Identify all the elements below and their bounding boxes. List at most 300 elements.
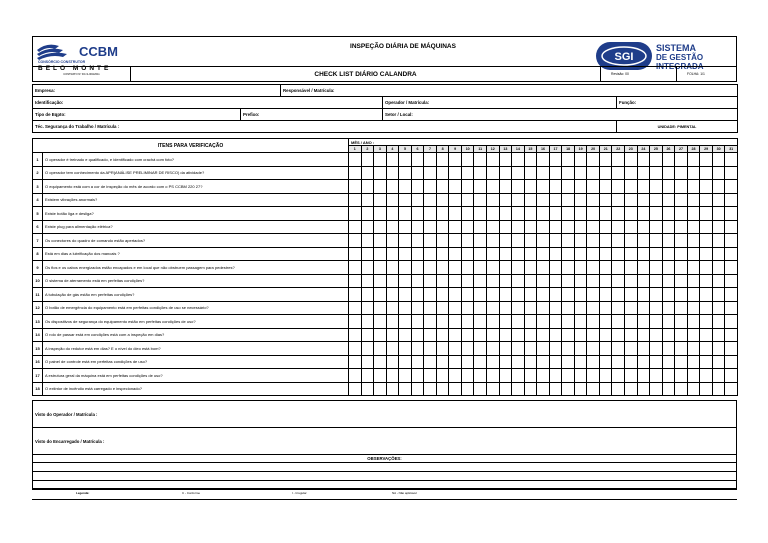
check-cell[interactable] [625,288,638,302]
check-cell[interactable] [411,288,424,302]
check-cell[interactable] [524,301,537,315]
check-cell[interactable] [411,180,424,194]
check-cell[interactable] [712,180,725,194]
check-cell[interactable] [499,220,512,234]
check-cell[interactable] [599,301,612,315]
check-cell[interactable] [687,180,700,194]
check-cell[interactable] [562,207,575,221]
check-cell[interactable] [474,193,487,207]
check-cell[interactable] [461,301,474,315]
check-cell[interactable] [399,328,412,342]
check-cell[interactable] [537,342,550,356]
check-cell[interactable] [662,234,675,248]
check-cell[interactable] [562,274,575,288]
check-cell[interactable] [474,355,487,369]
check-cell[interactable] [411,301,424,315]
check-cell[interactable] [587,315,600,329]
check-cell[interactable] [712,261,725,275]
check-cell[interactable] [499,342,512,356]
check-cell[interactable] [549,180,562,194]
check-cell[interactable] [374,166,387,180]
check-cell[interactable] [424,153,437,167]
check-cell[interactable] [549,301,562,315]
check-cell[interactable] [612,166,625,180]
check-cell[interactable] [675,274,688,288]
check-cell[interactable] [650,261,663,275]
check-cell[interactable] [725,247,738,261]
check-cell[interactable] [399,274,412,288]
check-cell[interactable] [424,328,437,342]
check-cell[interactable] [562,288,575,302]
check-cell[interactable] [399,153,412,167]
check-cell[interactable] [411,315,424,329]
visto-operador-field[interactable]: Visto do Operador / Matrícula : [33,401,737,428]
check-cell[interactable] [637,274,650,288]
check-cell[interactable] [637,288,650,302]
check-cell[interactable] [461,274,474,288]
check-cell[interactable] [474,247,487,261]
check-cell[interactable] [524,261,537,275]
check-cell[interactable] [361,382,374,396]
check-cell[interactable] [487,166,500,180]
check-cell[interactable] [612,328,625,342]
check-cell[interactable] [399,247,412,261]
check-cell[interactable] [675,355,688,369]
check-cell[interactable] [700,369,713,383]
check-cell[interactable] [650,355,663,369]
check-cell[interactable] [524,234,537,248]
check-cell[interactable] [587,261,600,275]
check-cell[interactable] [637,369,650,383]
check-cell[interactable] [461,193,474,207]
check-cell[interactable] [687,193,700,207]
check-cell[interactable] [650,301,663,315]
check-cell[interactable] [349,301,362,315]
check-cell[interactable] [461,166,474,180]
check-cell[interactable] [512,220,525,234]
check-cell[interactable] [712,301,725,315]
check-cell[interactable] [675,207,688,221]
check-cell[interactable] [587,234,600,248]
check-cell[interactable] [725,369,738,383]
check-cell[interactable] [512,234,525,248]
check-cell[interactable] [637,207,650,221]
check-cell[interactable] [574,382,587,396]
check-cell[interactable] [361,342,374,356]
check-cell[interactable] [436,166,449,180]
check-cell[interactable] [361,369,374,383]
check-cell[interactable] [374,180,387,194]
check-cell[interactable] [386,328,399,342]
check-cell[interactable] [549,220,562,234]
check-cell[interactable] [374,220,387,234]
check-cell[interactable] [574,247,587,261]
check-cell[interactable] [662,193,675,207]
check-cell[interactable] [411,382,424,396]
check-cell[interactable] [474,288,487,302]
check-cell[interactable] [499,153,512,167]
check-cell[interactable] [549,315,562,329]
check-cell[interactable] [436,315,449,329]
check-cell[interactable] [399,207,412,221]
check-cell[interactable] [625,220,638,234]
check-cell[interactable] [599,382,612,396]
prefixo-field[interactable]: Prefixo: [241,109,383,121]
check-cell[interactable] [562,193,575,207]
check-cell[interactable] [436,207,449,221]
check-cell[interactable] [650,234,663,248]
check-cell[interactable] [612,342,625,356]
check-cell[interactable] [537,261,550,275]
check-cell[interactable] [499,166,512,180]
check-cell[interactable] [612,207,625,221]
check-cell[interactable] [349,234,362,248]
check-cell[interactable] [461,355,474,369]
check-cell[interactable] [537,220,550,234]
check-cell[interactable] [625,234,638,248]
check-cell[interactable] [574,193,587,207]
check-cell[interactable] [399,288,412,302]
check-cell[interactable] [474,328,487,342]
check-cell[interactable] [687,369,700,383]
check-cell[interactable] [512,247,525,261]
check-cell[interactable] [361,220,374,234]
check-cell[interactable] [436,288,449,302]
check-cell[interactable] [612,193,625,207]
check-cell[interactable] [512,288,525,302]
check-cell[interactable] [449,193,462,207]
check-cell[interactable] [386,193,399,207]
check-cell[interactable] [650,180,663,194]
check-cell[interactable] [524,166,537,180]
check-cell[interactable] [700,261,713,275]
check-cell[interactable] [537,234,550,248]
check-cell[interactable] [512,261,525,275]
check-cell[interactable] [512,328,525,342]
check-cell[interactable] [574,220,587,234]
check-cell[interactable] [662,261,675,275]
check-cell[interactable] [675,153,688,167]
check-cell[interactable] [587,288,600,302]
check-cell[interactable] [725,207,738,221]
check-cell[interactable] [374,328,387,342]
check-cell[interactable] [449,369,462,383]
check-cell[interactable] [549,234,562,248]
check-cell[interactable] [524,193,537,207]
check-cell[interactable] [386,288,399,302]
check-cell[interactable] [637,234,650,248]
check-cell[interactable] [474,234,487,248]
check-cell[interactable] [499,207,512,221]
check-cell[interactable] [524,153,537,167]
check-cell[interactable] [386,342,399,356]
check-cell[interactable] [725,166,738,180]
check-cell[interactable] [599,207,612,221]
check-cell[interactable] [625,193,638,207]
check-cell[interactable] [662,166,675,180]
check-cell[interactable] [361,153,374,167]
check-cell[interactable] [461,342,474,356]
check-cell[interactable] [537,180,550,194]
check-cell[interactable] [574,288,587,302]
check-cell[interactable] [625,247,638,261]
check-cell[interactable] [700,166,713,180]
check-cell[interactable] [700,288,713,302]
responsavel-field[interactable]: Responsável / Matrícula: [281,85,738,97]
check-cell[interactable] [386,234,399,248]
check-cell[interactable] [650,342,663,356]
check-cell[interactable] [587,153,600,167]
check-cell[interactable] [361,301,374,315]
check-cell[interactable] [700,180,713,194]
check-cell[interactable] [399,261,412,275]
check-cell[interactable] [411,274,424,288]
check-cell[interactable] [449,166,462,180]
check-cell[interactable] [574,153,587,167]
check-cell[interactable] [700,328,713,342]
check-cell[interactable] [487,369,500,383]
check-cell[interactable] [562,369,575,383]
check-cell[interactable] [374,207,387,221]
check-cell[interactable] [675,261,688,275]
check-cell[interactable] [399,382,412,396]
check-cell[interactable] [499,247,512,261]
check-cell[interactable] [361,288,374,302]
check-cell[interactable] [725,315,738,329]
check-cell[interactable] [549,153,562,167]
check-cell[interactable] [650,220,663,234]
check-cell[interactable] [637,342,650,356]
check-cell[interactable] [499,328,512,342]
check-cell[interactable] [487,342,500,356]
check-cell[interactable] [537,274,550,288]
check-cell[interactable] [487,180,500,194]
check-cell[interactable] [524,180,537,194]
check-cell[interactable] [374,247,387,261]
check-cell[interactable] [524,207,537,221]
check-cell[interactable] [612,234,625,248]
check-cell[interactable] [386,382,399,396]
check-cell[interactable] [386,180,399,194]
check-cell[interactable] [599,274,612,288]
check-cell[interactable] [512,207,525,221]
check-cell[interactable] [512,193,525,207]
check-cell[interactable] [374,193,387,207]
check-cell[interactable] [612,355,625,369]
check-cell[interactable] [637,315,650,329]
check-cell[interactable] [449,261,462,275]
check-cell[interactable] [662,207,675,221]
check-cell[interactable] [675,369,688,383]
check-cell[interactable] [675,328,688,342]
check-cell[interactable] [637,261,650,275]
check-cell[interactable] [612,315,625,329]
check-cell[interactable] [449,220,462,234]
check-cell[interactable] [449,274,462,288]
check-cell[interactable] [662,382,675,396]
check-cell[interactable] [562,342,575,356]
check-cell[interactable] [449,382,462,396]
check-cell[interactable] [562,261,575,275]
check-cell[interactable] [474,382,487,396]
check-cell[interactable] [512,153,525,167]
check-cell[interactable] [725,193,738,207]
check-cell[interactable] [411,207,424,221]
check-cell[interactable] [574,315,587,329]
check-cell[interactable] [574,369,587,383]
check-cell[interactable] [637,153,650,167]
check-cell[interactable] [537,193,550,207]
check-cell[interactable] [700,247,713,261]
check-cell[interactable] [386,369,399,383]
check-cell[interactable] [712,355,725,369]
check-cell[interactable] [662,220,675,234]
check-cell[interactable] [512,180,525,194]
observacoes-line-2[interactable] [33,472,737,481]
check-cell[interactable] [537,153,550,167]
check-cell[interactable] [612,220,625,234]
check-cell[interactable] [474,274,487,288]
check-cell[interactable] [637,355,650,369]
check-cell[interactable] [424,342,437,356]
check-cell[interactable] [349,153,362,167]
check-cell[interactable] [436,301,449,315]
check-cell[interactable] [399,315,412,329]
check-cell[interactable] [386,355,399,369]
check-cell[interactable] [687,288,700,302]
check-cell[interactable] [386,274,399,288]
mes-ano-field[interactable]: MÊS / ANO : [349,139,738,146]
check-cell[interactable] [487,193,500,207]
check-cell[interactable] [549,382,562,396]
check-cell[interactable] [662,369,675,383]
check-cell[interactable] [574,166,587,180]
check-cell[interactable] [725,153,738,167]
check-cell[interactable] [549,369,562,383]
check-cell[interactable] [424,166,437,180]
check-cell[interactable] [587,274,600,288]
check-cell[interactable] [449,207,462,221]
check-cell[interactable] [474,180,487,194]
check-cell[interactable] [499,315,512,329]
check-cell[interactable] [599,328,612,342]
check-cell[interactable] [712,166,725,180]
check-cell[interactable] [399,342,412,356]
check-cell[interactable] [549,342,562,356]
check-cell[interactable] [637,301,650,315]
check-cell[interactable] [499,193,512,207]
check-cell[interactable] [650,328,663,342]
check-cell[interactable] [562,153,575,167]
check-cell[interactable] [687,166,700,180]
check-cell[interactable] [399,355,412,369]
check-cell[interactable] [386,207,399,221]
check-cell[interactable] [349,369,362,383]
check-cell[interactable] [436,274,449,288]
check-cell[interactable] [612,180,625,194]
check-cell[interactable] [675,301,688,315]
check-cell[interactable] [474,315,487,329]
check-cell[interactable] [662,301,675,315]
check-cell[interactable] [411,234,424,248]
check-cell[interactable] [662,315,675,329]
check-cell[interactable] [374,274,387,288]
check-cell[interactable] [662,355,675,369]
check-cell[interactable] [361,355,374,369]
check-cell[interactable] [574,301,587,315]
check-cell[interactable] [687,315,700,329]
check-cell[interactable] [625,180,638,194]
check-cell[interactable] [361,261,374,275]
check-cell[interactable] [687,247,700,261]
check-cell[interactable] [349,261,362,275]
check-cell[interactable] [512,369,525,383]
check-cell[interactable] [461,382,474,396]
check-cell[interactable] [712,382,725,396]
check-cell[interactable] [349,328,362,342]
check-cell[interactable] [662,288,675,302]
check-cell[interactable] [487,301,500,315]
check-cell[interactable] [474,261,487,275]
check-cell[interactable] [487,247,500,261]
check-cell[interactable] [424,369,437,383]
check-cell[interactable] [700,207,713,221]
check-cell[interactable] [599,288,612,302]
check-cell[interactable] [436,234,449,248]
check-cell[interactable] [537,328,550,342]
check-cell[interactable] [449,328,462,342]
check-cell[interactable] [524,247,537,261]
check-cell[interactable] [374,382,387,396]
check-cell[interactable] [725,342,738,356]
check-cell[interactable] [650,247,663,261]
check-cell[interactable] [549,247,562,261]
check-cell[interactable] [587,247,600,261]
check-cell[interactable] [650,382,663,396]
check-cell[interactable] [712,220,725,234]
check-cell[interactable] [725,382,738,396]
check-cell[interactable] [424,355,437,369]
check-cell[interactable] [712,288,725,302]
check-cell[interactable] [587,220,600,234]
check-cell[interactable] [574,261,587,275]
check-cell[interactable] [700,315,713,329]
check-cell[interactable] [461,261,474,275]
check-cell[interactable] [662,153,675,167]
check-cell[interactable] [700,234,713,248]
check-cell[interactable] [712,369,725,383]
check-cell[interactable] [549,166,562,180]
check-cell[interactable] [599,369,612,383]
check-cell[interactable] [512,301,525,315]
check-cell[interactable] [361,207,374,221]
check-cell[interactable] [399,220,412,234]
check-cell[interactable] [361,315,374,329]
check-cell[interactable] [675,288,688,302]
check-cell[interactable] [725,220,738,234]
check-cell[interactable] [675,220,688,234]
check-cell[interactable] [612,382,625,396]
check-cell[interactable] [537,369,550,383]
check-cell[interactable] [524,342,537,356]
check-cell[interactable] [537,355,550,369]
check-cell[interactable] [712,342,725,356]
check-cell[interactable] [712,315,725,329]
check-cell[interactable] [411,369,424,383]
check-cell[interactable] [474,342,487,356]
check-cell[interactable] [436,342,449,356]
check-cell[interactable] [349,355,362,369]
